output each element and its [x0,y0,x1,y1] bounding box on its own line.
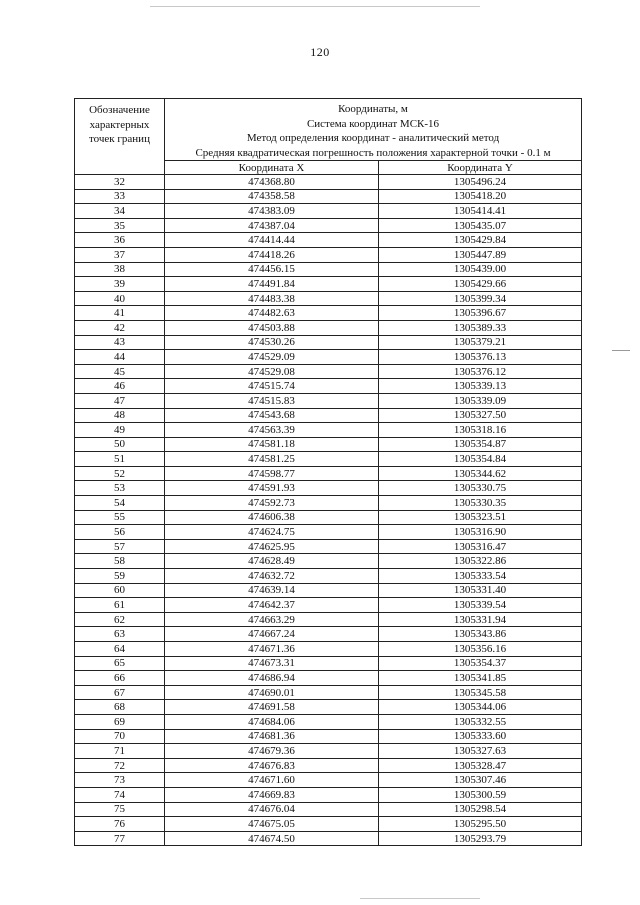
coordinate-x-cell: 474563.39 [165,423,379,438]
coordinate-x-cell: 474529.09 [165,350,379,365]
page-number: 120 [310,45,330,59]
header-left-line: характерных [89,118,150,131]
coordinate-y-header: Координата Y [379,161,582,175]
point-number-cell: 70 [75,729,165,744]
point-number-cell: 42 [75,320,165,335]
coordinate-y-cell: 1305389.33 [379,320,582,335]
table-row [75,320,582,335]
point-number-cell: 67 [75,685,165,700]
coordinate-x-cell: 474368.80 [165,175,379,190]
table-row [75,583,582,598]
table-row [75,452,582,467]
point-number-cell: 71 [75,744,165,759]
table-row [75,306,582,321]
table-row [75,277,582,292]
scan-artifact-right [612,350,630,351]
coordinate-x-cell: 474358.58 [165,189,379,204]
coordinate-y-cell: 1305356.16 [379,642,582,657]
coordinate-x-cell: 474592.73 [165,496,379,511]
coordinate-y-cell: 1305295.50 [379,817,582,832]
point-number-cell: 66 [75,671,165,686]
coordinate-y-cell: 1305339.09 [379,393,582,408]
coordinate-y-cell: 1305339.13 [379,379,582,394]
point-number-cell: 45 [75,364,165,379]
point-number-cell: 65 [75,656,165,671]
point-number-cell: 63 [75,627,165,642]
coordinate-y-cell: 1305399.34 [379,291,582,306]
table-row [75,189,582,204]
point-number-cell: 77 [75,831,165,846]
point-number-cell: 76 [75,817,165,832]
coordinate-y-cell: 1305439.00 [379,262,582,277]
table-header-row [75,99,582,161]
point-number-cell: 58 [75,554,165,569]
table-row [75,204,582,219]
point-number-cell: 40 [75,291,165,306]
point-number-cell: 72 [75,758,165,773]
coordinate-y-cell: 1305376.13 [379,350,582,365]
coordinate-y-cell: 1305496.24 [379,175,582,190]
coordinate-x-cell: 474503.88 [165,320,379,335]
table-row [75,817,582,832]
coordinate-x-cell: 474669.83 [165,787,379,802]
coordinate-x-cell: 474515.74 [165,379,379,394]
coordinate-x-cell: 474387.04 [165,218,379,233]
coordinate-x-cell: 474383.09 [165,204,379,219]
point-number-cell: 73 [75,773,165,788]
coordinate-y-cell: 1305396.67 [379,306,582,321]
coordinate-y-cell: 1305293.79 [379,831,582,846]
table-row [75,773,582,788]
point-number-cell: 50 [75,437,165,452]
coordinate-x-cell: 474530.26 [165,335,379,350]
coordinate-y-cell: 1305354.87 [379,437,582,452]
point-number-cell: 41 [75,306,165,321]
table-row [75,714,582,729]
coordinate-y-cell: 1305344.62 [379,466,582,481]
coordinate-x-cell: 474543.68 [165,408,379,423]
point-number-cell: 54 [75,496,165,511]
coordinate-x-cell: 474639.14 [165,583,379,598]
point-number-cell: 51 [75,452,165,467]
point-number-cell: 43 [75,335,165,350]
table-row [75,364,582,379]
coordinate-y-cell: 1305316.90 [379,525,582,540]
coordinate-x-cell: 474483.38 [165,291,379,306]
table-row [75,496,582,511]
table-row [75,787,582,802]
coordinate-y-cell: 1305344.06 [379,700,582,715]
coordinate-y-cell: 1305414.41 [379,204,582,219]
point-number-cell: 34 [75,204,165,219]
coordinate-y-cell: 1305332.55 [379,714,582,729]
header-right-line: Метод определения координат - аналитический метод [246,132,500,144]
coordinate-x-cell: 474642.37 [165,598,379,613]
point-number-cell: 32 [75,175,165,190]
point-number-cell: 49 [75,423,165,438]
header-right-line: Средняя квадратическая погрешность положения характерной точки - 0.1 м [195,146,551,159]
point-number-cell: 38 [75,262,165,277]
table-row [75,218,582,233]
coordinate-y-cell: 1305345.58 [379,685,582,700]
point-number-cell: 56 [75,525,165,540]
coordinate-y-cell: 1305331.40 [379,583,582,598]
coordinate-x-cell: 474671.36 [165,642,379,657]
point-number-cell: 52 [75,466,165,481]
table-row [75,554,582,569]
coordinate-x-cell: 474676.83 [165,758,379,773]
coordinate-x-cell: 474456.15 [165,262,379,277]
table-row [75,525,582,540]
coordinate-x-cell: 474482.63 [165,306,379,321]
point-number-cell: 55 [75,510,165,525]
coordinate-x-cell: 474414.44 [165,233,379,248]
coordinates-table-body [75,175,582,846]
coordinate-x-header: Координата X [165,161,379,175]
table-row [75,481,582,496]
coordinate-y-cell: 1305354.84 [379,452,582,467]
table-row [75,393,582,408]
point-designation-header [75,99,165,175]
point-number-cell: 35 [75,218,165,233]
coordinate-x-cell: 474681.36 [165,729,379,744]
table-row [75,671,582,686]
coordinates-table [74,98,582,846]
point-number-cell: 33 [75,189,165,204]
table-row [75,627,582,642]
coordinate-y-cell: 1305354.37 [379,656,582,671]
coordinate-x-cell: 474491.84 [165,277,379,292]
coordinate-y-cell: 1305333.60 [379,729,582,744]
table-row [75,758,582,773]
table-row [75,262,582,277]
table-row [75,175,582,190]
coordinate-y-cell: 1305330.75 [379,481,582,496]
coordinate-x-cell: 474673.31 [165,656,379,671]
point-number-cell: 39 [75,277,165,292]
coordinate-x-cell: 474581.18 [165,437,379,452]
table-row [75,247,582,262]
coordinate-y-cell: 1305328.47 [379,758,582,773]
header-right-line: Система координат МСК-16 [306,117,440,130]
coordinate-x-cell: 474686.94 [165,671,379,686]
coordinate-y-cell: 1305330.35 [379,496,582,511]
table-row [75,802,582,817]
point-number-cell: 53 [75,481,165,496]
coordinate-y-cell: 1305447.89 [379,247,582,262]
table-row [75,685,582,700]
coordinate-x-cell: 474581.25 [165,452,379,467]
table-row [75,350,582,365]
coordinates-header [165,99,582,161]
coordinate-x-cell: 474529.08 [165,364,379,379]
header-right-line: Координаты, м [338,103,408,115]
coordinate-y-cell: 1305327.63 [379,744,582,759]
scan-artifact-top [150,6,480,7]
coordinate-x-cell: 474418.26 [165,247,379,262]
coordinate-x-cell: 474671.60 [165,773,379,788]
coordinate-y-cell: 1305376.12 [379,364,582,379]
coordinate-y-cell: 1305331.94 [379,612,582,627]
table-row [75,379,582,394]
coordinate-x-cell: 474691.58 [165,700,379,715]
coordinate-y-cell: 1305327.50 [379,408,582,423]
table-row [75,408,582,423]
point-number-cell: 57 [75,539,165,554]
coordinate-y-cell: 1305429.84 [379,233,582,248]
coordinate-x-cell: 474690.01 [165,685,379,700]
point-number-cell: 61 [75,598,165,613]
table-row [75,423,582,438]
table-row [75,744,582,759]
coordinate-x-cell: 474628.49 [165,554,379,569]
coordinate-x-cell: 474598.77 [165,466,379,481]
point-number-cell: 36 [75,233,165,248]
scan-artifact-bottom [360,898,480,899]
coordinate-y-cell: 1305343.86 [379,627,582,642]
table-row [75,466,582,481]
coordinate-x-cell: 474606.38 [165,510,379,525]
table-row [75,831,582,846]
point-number-cell: 69 [75,714,165,729]
header-left-line: точек границ [89,133,150,145]
coordinate-y-cell: 1305418.20 [379,189,582,204]
table-row [75,335,582,350]
coordinate-y-cell: 1305339.54 [379,598,582,613]
table-row [75,656,582,671]
point-number-cell: 37 [75,247,165,262]
coordinate-y-cell: 1305435.07 [379,218,582,233]
coordinate-y-cell: 1305429.66 [379,277,582,292]
coordinate-y-cell: 1305298.54 [379,802,582,817]
coordinate-x-cell: 474684.06 [165,714,379,729]
point-number-cell: 64 [75,642,165,657]
table-row [75,612,582,627]
coordinate-y-cell: 1305300.59 [379,787,582,802]
point-number-cell: 74 [75,787,165,802]
table-row [75,569,582,584]
point-number-cell: 48 [75,408,165,423]
table-row [75,291,582,306]
coordinate-x-cell: 474591.93 [165,481,379,496]
coordinate-x-cell: 474624.75 [165,525,379,540]
coordinate-y-cell: 1305379.21 [379,335,582,350]
point-number-cell: 75 [75,802,165,817]
coordinate-x-cell: 474632.72 [165,569,379,584]
table-row [75,729,582,744]
table-row [75,539,582,554]
coordinate-x-cell: 474675.05 [165,817,379,832]
coordinate-x-cell: 474674.50 [165,831,379,846]
coordinate-x-cell: 474515.83 [165,393,379,408]
coordinate-y-cell: 1305341.85 [379,671,582,686]
table-row [75,700,582,715]
coordinate-x-cell: 474625.95 [165,539,379,554]
table-row [75,642,582,657]
point-number-cell: 68 [75,700,165,715]
coordinate-y-cell: 1305307.46 [379,773,582,788]
coordinate-y-cell: 1305318.16 [379,423,582,438]
point-number-cell: 60 [75,583,165,598]
table-row [75,598,582,613]
header-left-line: Обозначение [89,104,150,116]
table-row [75,510,582,525]
coordinate-y-cell: 1305333.54 [379,569,582,584]
point-number-cell: 44 [75,350,165,365]
table-row [75,437,582,452]
point-number-cell: 62 [75,612,165,627]
coordinate-y-cell: 1305322.86 [379,554,582,569]
coordinate-x-cell: 474679.36 [165,744,379,759]
coordinate-y-cell: 1305323.51 [379,510,582,525]
point-number-cell: 59 [75,569,165,584]
coordinate-x-cell: 474676.04 [165,802,379,817]
point-number-cell: 46 [75,379,165,394]
coordinate-x-cell: 474667.24 [165,627,379,642]
table-row [75,233,582,248]
coordinate-y-cell: 1305316.47 [379,539,582,554]
point-number-cell: 47 [75,393,165,408]
coordinate-x-cell: 474663.29 [165,612,379,627]
